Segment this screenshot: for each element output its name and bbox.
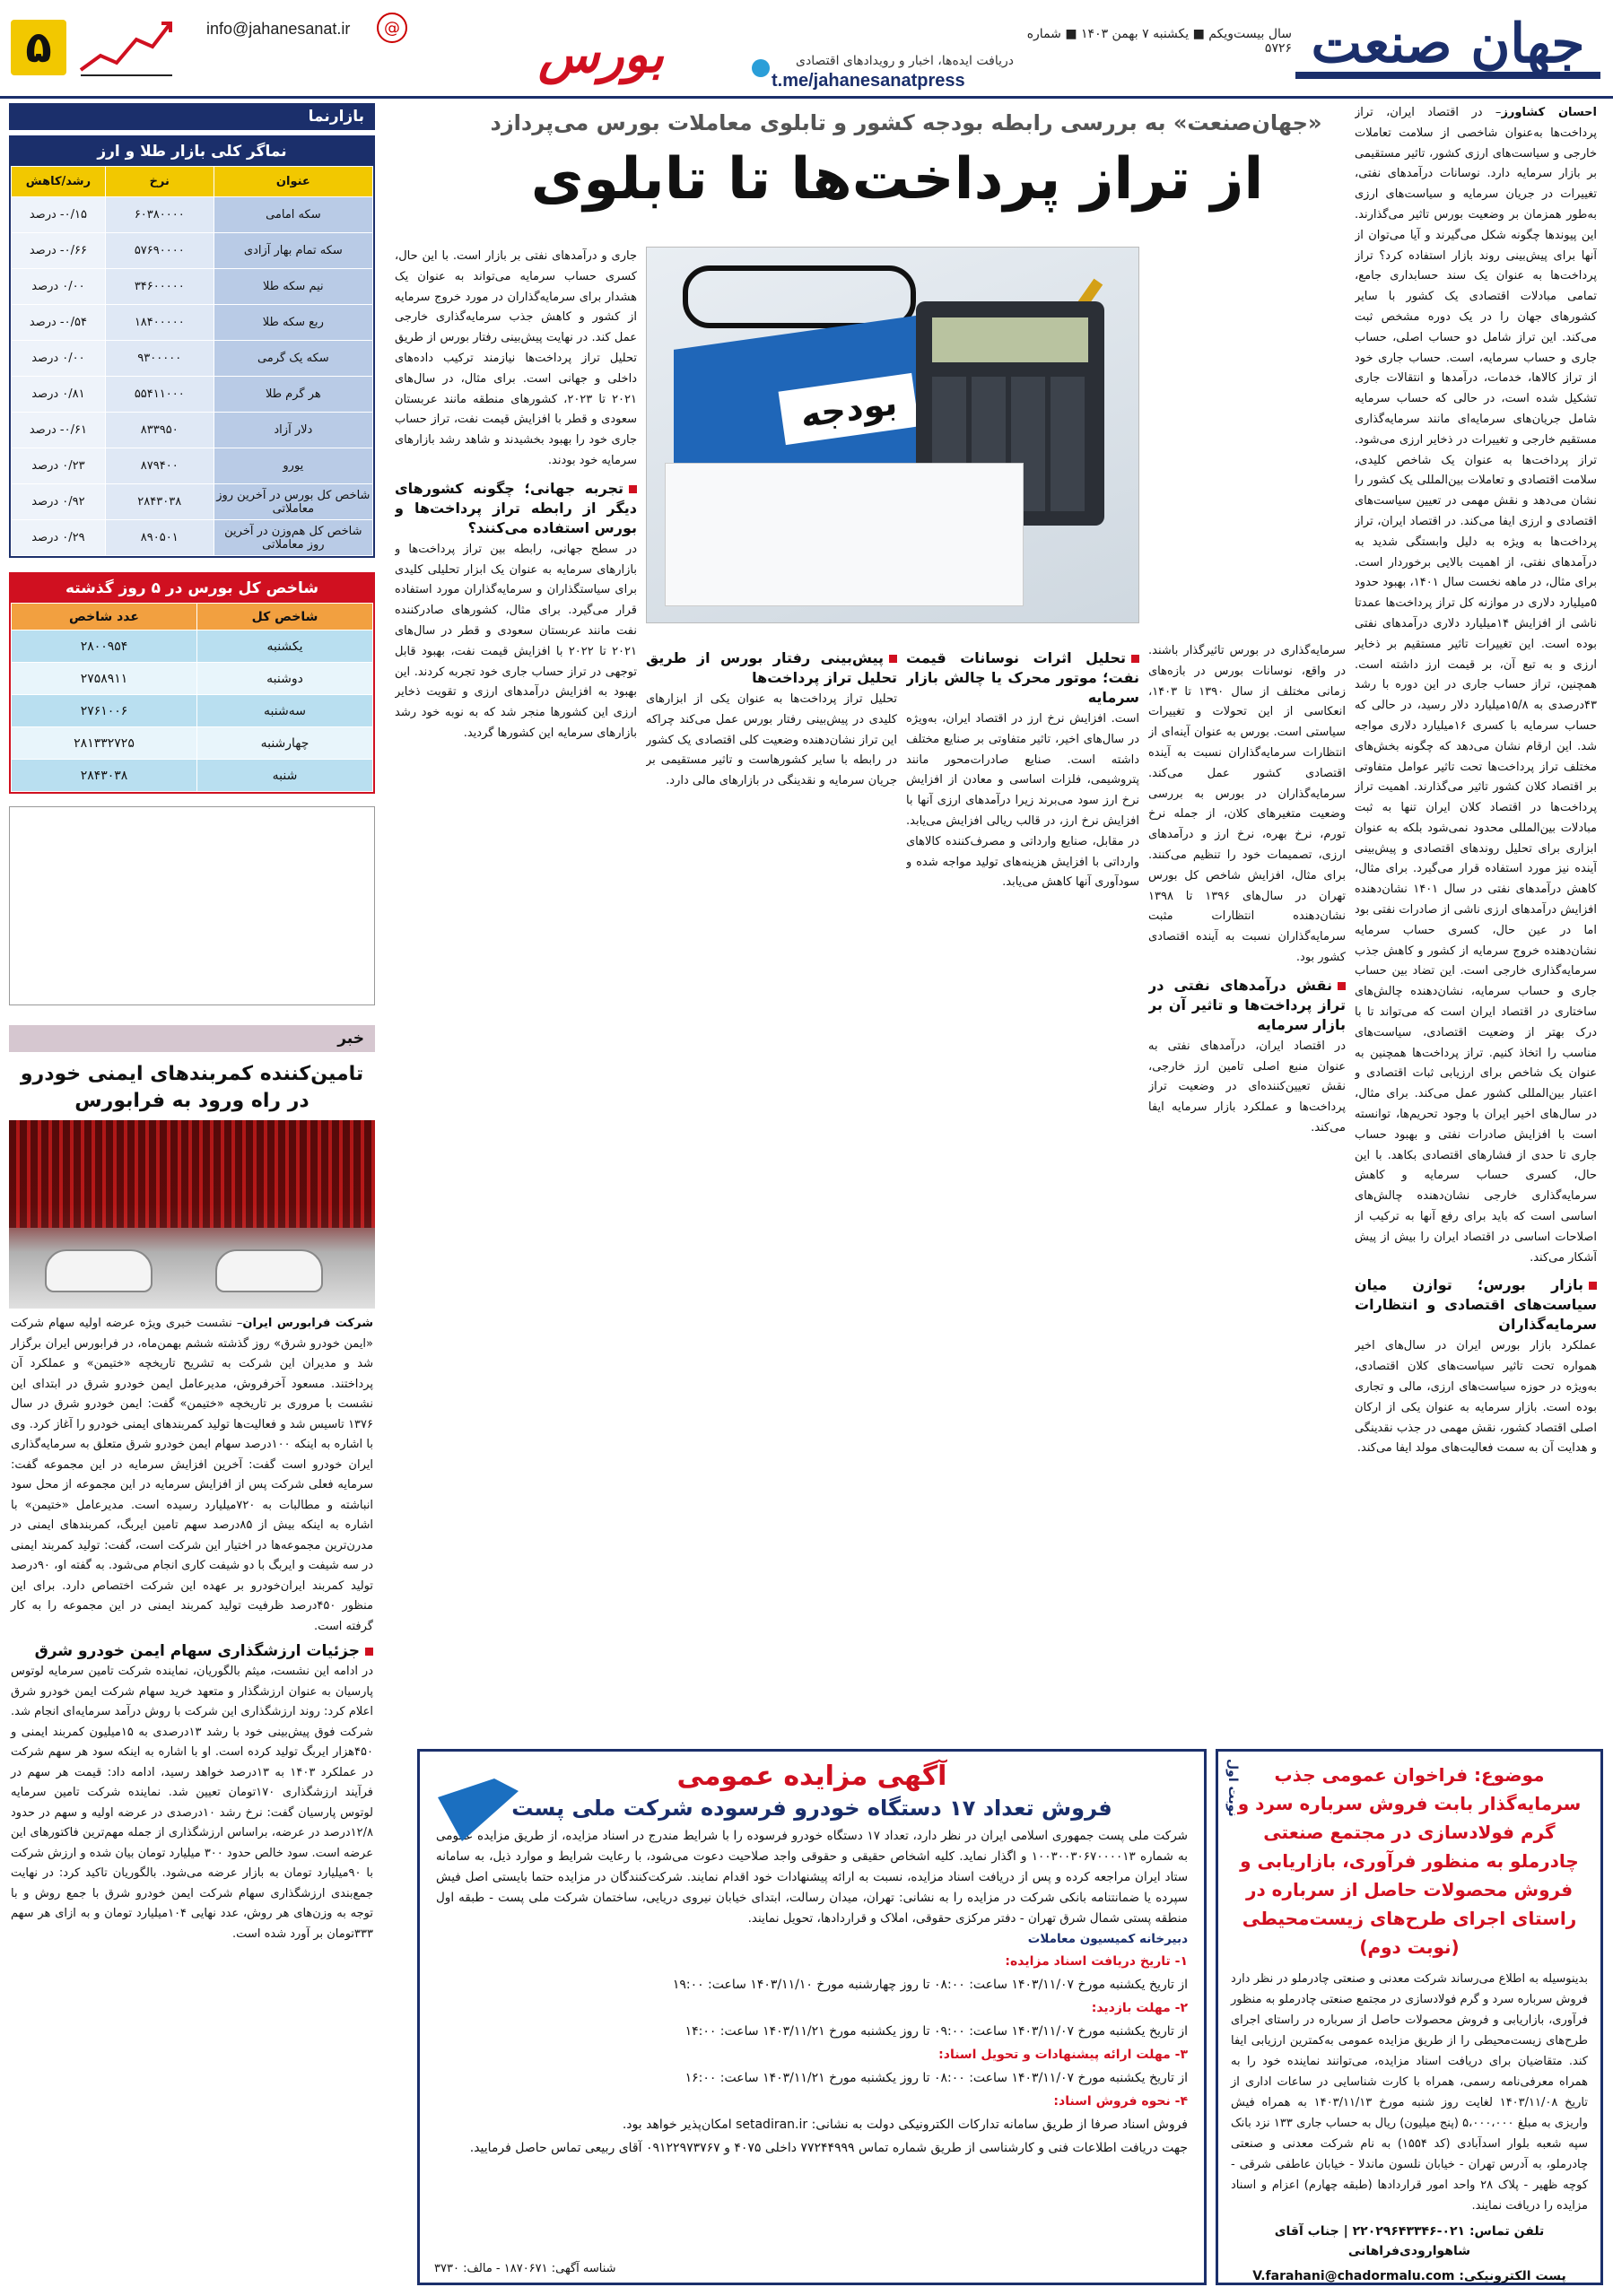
market-cell: ۸۹۰۵۰۱ <box>105 520 214 556</box>
issue-info: سال بیست‌ویکم ■ یکشنبه ۷ بهمن ۱۴۰۳ ■ شماره ۵۷۲۶ <box>1026 27 1292 56</box>
chart-paper-image <box>665 463 1024 606</box>
market-cell: ۰/۶۶- درصد <box>12 233 106 269</box>
market-row <box>12 233 373 269</box>
market-cell: ۰/۰۰ درصد <box>12 341 106 377</box>
market-row <box>12 341 373 377</box>
market-header-rate: نرخ <box>105 167 214 197</box>
column-3-text: است. افزایش نرخ ارز در اقتصاد ایران، به‌ویژه در سال‌های اخیر، تاثیر متفاوتی بر صنایع مختلف داشته است. صنایع صادرات‌محور مانند پتروشیمی، فلزات اساسی و معادن از افزایش نرخ ارز سود می‌برند زیرا درآمدهای ارزی آنها با افزایش نرخ ارز، در قالب ریالی افزایش می‌یابد. در مقابل، صنایع وارداتی و مصرف‌کننده کالاهای وارداتی با افزایش هزینه‌های تولید مواجه شده و سودآوری آنها کاهش می‌یابد. <box>906 712 1139 890</box>
telegram-link[interactable]: t.me/jahanesanatpress <box>772 71 965 91</box>
index-row <box>12 727 373 760</box>
news-section-title: خبر <box>9 1025 375 1052</box>
article-kicker: «جهان‌صنعت» به بررسی رابطه بودجه کشور و تابلوی معاملات بورس می‌پردازد <box>490 110 1322 135</box>
market-row <box>12 377 373 413</box>
tender-ad <box>1216 1749 1603 2285</box>
market-cell: ۰/۹۲ درصد <box>12 484 106 520</box>
auction-schedule <box>436 1950 1188 2160</box>
tender-label: نوبت اول <box>1225 1759 1240 1817</box>
news-photo <box>9 1120 375 1309</box>
email-icon: @ <box>377 13 407 43</box>
index-cell: دوشنبه <box>197 663 373 695</box>
market-cell: سکه یک گرمی <box>214 341 372 377</box>
newspaper-logo: جهان صنعت <box>1295 9 1600 79</box>
telegram-text: دریافت ایده‌ها، اخبار و رویدادهای اقتصادی <box>796 54 1014 68</box>
market-cell: ۹۳۰۰۰۰۰ <box>105 341 214 377</box>
index-title: شاخص کل بورس در ۵ روز گذشته <box>11 574 373 603</box>
market-cell: ۸۷۹۴۰۰ <box>105 448 214 484</box>
market-row <box>12 448 373 484</box>
budget-label: بودجه <box>779 373 920 445</box>
market-cell: ۲۸۴۳۰۳۸ <box>105 484 214 520</box>
news-title: تامین‌کننده کمربندهای ایمنی خودرو در راه ورود به فرابورس <box>20 1063 364 1112</box>
growth-chart-icon <box>77 16 176 79</box>
market-cell: ۰/۰۰ درصد <box>12 269 106 305</box>
index-cell: ۲۷۶۱۰۰۶ <box>12 695 197 727</box>
schedule-2-title: ۲- مهلت بازدید: <box>1091 2001 1188 2015</box>
market-row <box>12 413 373 448</box>
column-3b-text: تحلیل تراز پرداخت‌ها به عنوان یکی از ابزارهای کلیدی در پیش‌بینی رفتار بورس عمل می‌کند چراکه این تراز نشان‌دهنده وضعیت کلی اقتصادی یک کشور در رابطه با سایر کشورهاست و تاثیر مستقیمی بر جریان سرمایه و نقدینگی در بازارهای مالی دارد. <box>646 692 897 788</box>
index-cell: یکشنبه <box>197 631 373 663</box>
article-headline: از تراز پرداخت‌ها تا تابلوی <box>530 146 1264 213</box>
news-body <box>9 1309 375 1950</box>
index-box <box>9 572 375 794</box>
tender-body: بدینوسیله به اطلاع می‌رساند شرکت معدنی و صنعتی چادرملو در نظر دارد فروش سرباره سرد و گرم فولادسازی در مجتمع صنعتی چادرملو به منظور فرآوری، بازاریابی و فروش محصولات حاصل از سرباره در راستای اجرای طرح‌های زیست‌محیطی را از طریق مزایده عمومی به‌کمترین ارزیابی ایفا کند. متقاضیان برای دریافت اسناد مزایده، می‌توانند نماینده خود را به همراه معرفی‌نامه رسمی، همراه با کارت شناسایی در ساعات اداری از تاریخ ۱۴۰۳/۱۱/۰۸ لغایت روز شنبه مورخ ۱۴۰۳/۱۱/۱۳ به همراه فیش واریزی به مبلغ ۵،۰۰۰،۰۰۰ (پنج میلیون) ریال به حساب جاری ۱۳۳ نزد بانک سپه شعبه بلوار اسدآبادی (کد ۱۵۵۴) به نام شرکت معدنی و صنعتی چادرملو، به آدرس تهران - خیابان نلسون ماندلا - خیابان عاطفی شرقی - کوچه ظهیر - پلاک ۲۸ واحد امور قراردادها (طبقه چهارم) اعزام و اسناد مزایده را دریافت نمایند. <box>1231 1972 1589 2213</box>
bullet-icon <box>1338 982 1346 990</box>
market-cell: ۰/۸۱ درصد <box>12 377 106 413</box>
market-cell: دلار آزاد <box>214 413 372 448</box>
column-2b-text: در اقتصاد ایران، درآمدهای نفتی به عنوان منبع اصلی تامین ارز خارجی، نقش تعیین‌کننده‌ای در وضعیت تراز پرداخت‌ها و عملکرد بازار سرمایه ایفا می‌کند. <box>1148 1039 1346 1135</box>
index-header-value: عدد شاخص <box>12 604 197 631</box>
schedule-4-title: ۴- نحوه فروش اسناد: <box>1053 2094 1188 2109</box>
column-4b-text: در سطح جهانی، رابطه بین تراز پرداخت‌ها و بازارهای سرمایه به عنوان یک ابزار تحلیلی کلیدی برای سیاستگذاران و سرمایه‌گذاران مورد استفاده قرار می‌گیرد. برای مثال، کشورهای صادرکننده نفت مانند عربستان سعودی و قطر در سال‌های ۲۰۲۱ تا ۲۰۲۲ با افزایش قیمت نفت، بهبود قابل توجهی در تراز حساب جاری خود تجربه کردند. این بهبود به افزایش درآمدهای ارزی و تقویت ذخایر ارزی این کشورها منجر شد که به نوبه خود رشد بازارهای سرمایه این کشورها گردید. <box>395 542 637 740</box>
market-cell: ۰/۲۳ درصد <box>12 448 106 484</box>
schedule-1-title: ۱- تاریخ دریافت اسناد مزایده: <box>1005 1954 1188 1969</box>
auction-ad-subtitle: فروش تعداد ۱۷ دستگاه خودرو فرسوده شرکت ملی پست <box>511 1796 1112 1821</box>
market-cell: شاخص کل هم‌وزن در آخرین روز معاملاتی <box>214 520 372 556</box>
tender-email[interactable]: پست الکترونیکی: V.farahani@chadormalu.com <box>1252 2269 1566 2283</box>
section-title: بورس <box>538 25 664 84</box>
tender-contact: تلفن تماس: ۰۲۱-۲۲۰۲۹۶۴۳۳۴۶ | جناب آقای شاهوارودی‌فراهانی <box>1274 2224 1545 2258</box>
bullet-icon <box>1131 655 1139 663</box>
auction-contact: جهت دریافت اطلاعات فنی و کارشناسی از طریق شماره تماس ۷۷۲۴۴۹۹۹ داخلی ۴۰۷۵ و ۰۹۱۲۲۹۷۳۷۶۷ آقای ربیعی تماس حاصل فرمایید. <box>469 2141 1188 2155</box>
article-column-3 <box>906 641 1139 1735</box>
market-cell: ربع سکه طلا <box>214 305 372 341</box>
subheading-3: تحلیل اثرات نوسانات قیمت نفت؛ موتور محرک یا چالش بازار سرمایه <box>906 649 1139 706</box>
schedule-1: از تاریخ یکشنبه مورخ ۱۴۰۳/۱۱/۰۷ ساعت: ۰۸:۰۰ تا روز چهارشنبه مورخ ۱۴۰۳/۱۱/۱۰ ساعت: ۱۹:۰۰ <box>672 1978 1188 1992</box>
market-cell: ۶۰۳۸۰۰۰۰ <box>105 197 214 233</box>
tender-title: موضوع: فراخوان عمومی جذب سرمایه‌گذار بابت فروش سرباره سرد و گرم فولادسازی در مجتمع صنعتی چادرملو به منظور فرآوری، بازاریابی و فروش محصولات حاصل از سرباره در راستای اجرای طرح‌های زیست‌محیطی (نوبت دوم) <box>1237 1764 1582 1958</box>
news-body-2: در ادامه این نشست، میثم بالگوریان، نماینده شرکت تامین سرمایه لوتوس پارسیان به عنوان ارزشگذار و متعهد خرید سهام شرکت ایمن خودرو شرق اعلام کرد: روند ارزشگذاری این شرکت با روش درآمد سرمایه‌ای انجام شد. شرکت فوق پیش‌بینی خود با رشد ۱۳درصدی به ۱۵میلیون کمربند ایمنی و ۴۵۰هزار ایربگ تولید کرده است. او با اشاره به اینکه سود هر سهم شرکت در عملکرد ۱۴۰۳ به ۱۳درصد خواهد رسید، ادامه داد: قیمت هر سهم در فرآیند ارزشگذاری ۱۷۰تومان تعیین شد. نماینده شرکت تامین سرمایه لوتوس پارسیان گفت: نرخ رشد ۱۰درصدی در عرضه اولیه و سهم در حدود ۱۲/۸درصد در عرضه، براساس ارزشگذاری از جمله مهم‌ترین فاکتورهای این عرضه است. سود خالص حدود ۳۰۰ میلیارد تومان بیان شده و ارزش شرکت با ۹۰میلیارد تومان به بازار عرضه می‌شود. بالگوریان تاکید کرد: در نهایت جمع‌بندی ارزشگذاری سهام شرکت ایمن خودرو شرق با جمع روش و با توجه به وزن‌های هر روش، عدد نهایی ۱۰۴میلیارد تومان و به ازای هر سهم ۳۳۳تومان بر آورد شده است. <box>11 1665 374 1941</box>
news-lead-title: شرکت فرابورس ایران <box>242 1317 373 1330</box>
schedule-3: از تاریخ یکشنبه مورخ ۱۴۰۳/۱۱/۰۷ ساعت: ۰۸:۰۰ تا روز یکشنبه مورخ ۱۴۰۳/۱۱/۲۱ ساعت: ۱۶:۰۰ <box>684 2071 1188 2085</box>
market-cell: ۰/۱۵- درصد <box>12 197 106 233</box>
market-cell: سکه امامی <box>214 197 372 233</box>
car-image <box>215 1249 323 1292</box>
index-table <box>11 603 373 792</box>
market-cell: نیم سکه طلا <box>214 269 372 305</box>
market-table <box>11 166 373 556</box>
index-cell: سه‌شنبه <box>197 695 373 727</box>
index-row <box>12 663 373 695</box>
sidebar <box>9 103 375 2287</box>
schedule-2: از تاریخ یکشنبه مورخ ۱۴۰۳/۱۱/۰۷ ساعت: ۰۹:۰۰ تا روز یکشنبه مورخ ۱۴۰۳/۱۱/۲۱ ساعت: ۱۴:۰۰ <box>684 2024 1188 2039</box>
subheading-1: بازار بورس؛ توازن میان سیاست‌های اقتصادی و انتظارات سرمایه‌گذاران <box>1355 1276 1597 1334</box>
market-header-change: رشد/کاهش <box>12 167 106 197</box>
auction-ad <box>417 1749 1207 2285</box>
auction-ad-intro: شرکت ملی پست جمهوری اسلامی ایران در نظر دارد، تعداد ۱۷ دستگاه خودرو فرسوده را با شرایط مندرج در اسناد مزایده، از طریق مزایده عمومی به شماره ۱۰۰۳۰۰۳۰۶۷۰۰۰۰۱۳ و اگذار نماید. کلیه اشخاص حقیقی و حقوقی واجد صلاحیت دعوت می‌شود، با رعایت شرایط و موارد ذیل، به سامانه ستاد ایران مراجعه کرده و پس از دریافت اسناد مزایده، نسبت به ارائه پیشنهادات خود اقدام نمایند. شرکت‌کنندگان در مزایده حتما بایستی اصل فیش سپرده یا ضمانتنامه بانکی شرکت در مزایده را به نشانی: تهران، میدان رسالت، ابتدای خیابان نیروی دریایی، ساختمان شرکت ملی پست - طبقه اول منطقه پستی شمال شرق تهران - دفتر مرکزی حقوقی، املاک و قراردادها، تحویل نمایند. <box>436 1829 1188 1926</box>
bullet-icon <box>889 655 897 663</box>
article-column-2 <box>1148 641 1346 1735</box>
index-cell: شنبه <box>197 760 373 792</box>
market-cell: ۳۴۶۰۰۰۰۰ <box>105 269 214 305</box>
bullet-icon <box>629 485 637 493</box>
column-2-text: سرمایه‌گذاری در بورس تاثیرگذار باشند. در واقع، نوسانات بورس در بازه‌های زمانی مختلف از سال ۱۳۹۰ تا ۱۴۰۳، انعکاسی از این تحولات و تغییرات سیاستی است. بورس به عنوان آینه‌ای از انتظارات سرمایه‌گذاران نسبت به آینده اقتصادی کشور عمل می‌کند. سرمایه‌گذاران در بورس به بررسی وضعیت متغیرهای کلان، از جمله نرخ تورم، نرخ بهره، نرخ ارز و درآمدهای ارزی، تصمیمات خود را تنظیم می‌کنند. برای مثال، افزایش شاخص کل بورس تهران در سال‌های ۱۳۹۶ تا ۱۳۹۸ نشان‌دهنده انتظارات مثبت سرمایه‌گذاران نسبت به آینده اقتصادی کشور بود. <box>1148 644 1346 964</box>
index-cell: ۲۸۴۳۰۳۸ <box>12 760 197 792</box>
auction-committee: دبیرخانه کمیسیون معاملات <box>1027 1932 1188 1946</box>
market-cell: ۰/۶۱- درصد <box>12 413 106 448</box>
market-cell: هر گرم طلا <box>214 377 372 413</box>
subheading-4: پیش‌بینی رفتار بورس از طریق تحلیل تراز پرداخت‌ها <box>646 649 897 686</box>
sidebar-section-title: بازارنما <box>9 103 375 130</box>
index-row <box>12 631 373 663</box>
news-subheading: جزئیات ارزشگذاری سهام ایمن خودرو شرق <box>11 1642 373 1660</box>
market-row <box>12 520 373 556</box>
masthead <box>0 0 1613 99</box>
glasses-image <box>683 265 916 328</box>
market-row <box>12 305 373 341</box>
bullet-icon <box>365 1648 373 1656</box>
market-row <box>12 269 373 305</box>
author-name: احسان کشاورز <box>1501 106 1597 119</box>
market-cell: ۱۸۴۰۰۰۰۰ <box>105 305 214 341</box>
market-cell: ۵۵۴۱۱۰۰۰ <box>105 377 214 413</box>
index-cell: ۲۸۰۰۹۵۴ <box>12 631 197 663</box>
market-header-title: عنوان <box>214 167 372 197</box>
article-column-4 <box>395 247 637 1735</box>
market-title: نماگر کلی بازار طلا و ارز <box>11 137 373 166</box>
subheading-2: نقش درآمدهای نفتی در تراز پرداخت‌ها و تاثیر آن بر بازار سرمایه <box>1148 976 1346 1033</box>
news-body-1: – نشست خبری ویژه عرضه اولیه سهام شرکت «ایمن خودرو شرق» روز گذشته ششم بهمن‌ماه، در فرابورس ایران برگزار شد و مدیران این شرکت به تشریح تاریخچه «ختیمن» و عملکرد آن پرداختند. مسعود آخرفروش، مدیرعامل ایمن خودرو شرق در ابتدای این نشست با مروری بر تاریخچه «ختیمن» گفت: ایمن خودرو شرق در سال ۱۳۷۶ تاسیس شد و فعالیت‌ها تولید کمربندهای ایمنی خودرو را آغاز کرد. وی با اشاره به اینکه ۱۰۰درصد سهام ایمن خودرو شرق متعلق به سرمایه‌گذاری ایران خودرو است گفت: آخرین افزایش سرمایه در این مجموعه گفت: سرمایه فعلی شرکت پس از افزایش سرمایه در این مجموعه از محل سود انباشته و مطالبات به ۷۲۰میلیارد رسیده است. مدیرعامل «ختیمن» با اشاره به اینکه بیش از ۸۵درصد سهم تامین ایربگ، کمربندهای ایمنی در مدرن‌ترین مجموعه‌ها در اختیار این شرکت است، گفت: تولید کمربند ایمنی در سه شیفت و ایربگ با دو شیفت کاری انجام می‌شود. به گفته او، ۹۰درصد تولید کمربند ایران‌خودرو بر عهده این شرکت اختصاص دارد. برای این منظور ۴۵۰درصد ظرفیت تولید کمربند ایمنی در این مجموعه را به کار گرفته است. <box>11 1317 373 1633</box>
index-cell: ۲۸۱۳۳۲۷۲۵ <box>12 727 197 760</box>
car-image <box>45 1249 153 1292</box>
bullet-icon <box>1589 1282 1597 1290</box>
subheading-5: تجربه جهانی؛ چگونه کشورهای دیگر از رابطه تراز پرداخت‌ها و بورس استفاده می‌کنند؟ <box>395 479 637 536</box>
article-column-1 <box>1355 103 1597 1735</box>
auction-footer: شناسه آگهی: ۱۸۷۰۶۷۱ - مالف: ۳۷۳۰ <box>434 2262 616 2275</box>
telegram-box <box>772 54 1014 91</box>
column-1-text: – در اقتصاد ایران، تراز پرداخت‌ها به‌عنوان شاخصی از سلامت تعاملات خارجی و سیاست‌های ارزی کشور، تاثیر مستقیمی بر بازار سرمایه دارد. نوسانات درآمدهای نفتی، تغییرات در جریان سرمایه و سیاست‌های ارزی به‌طور همزمان بر وضعیت بورس تاثیر می‌گذارند. این پیوندها چگونه شکل می‌گیرند و آیا می‌توان از آنها برای پیش‌بینی روند بازار استفاده کرد؟ تراز پرداخت‌ها به عنوان یک سند حسابداری جامع، تمامی مبادلات اقتصادی یک کشور با سایر کشورهای جهان را در یک دوره مشخص ثبت می‌کند. این تراز شامل دو حساب اصلی، حساب جاری و حساب سرمایه، است. حساب جاری خود از تراز کالاها، خدمات، درآمدها و انتقالات جاری تشکیل شده است، در حالی که حساب سرمایه شامل جریان‌های سرمایه‌ای مانند سرمایه‌گذاری مستقیم خارجی و تغییرات در ذخایر ارزی می‌شود. تراز پرداخت‌ها به عنوان یک شاخص کلیدی، سلامت اقتصادی و تعاملات بین‌المللی یک کشور را نشان می‌دهد و نقش مهمی در تعیین سیاست‌های اقتصادی و ارزی ایفا می‌کند. در اقتصاد ایران، تراز پرداخت‌ها به ویژه به دلیل وابستگی شدید به درآمدهای نفتی، از اهمیت بالایی برخوردار است. برای مثال، در ماهه نخست سال ۱۴۰۱، بهبود حدود ۵میلیارد دلاری در موازنه کل تراز پرداخت‌ها عمدتا ناشی از افزایش ۱۴میلیارد دلاری درآمدهای نفتی بوده است. این تغییرات تاثیر مستقیم بر ذخایر ارزی و به تبع آن، بر قیمت ارز داشته است. همچنین، تراز حساب جاری در این دوره با رشد ۴۳درصدی به ۱۵/۸میلیارد دلار رسید، در حالی که حساب سرمایه با کسری ۱۶میلیارد دلاری مواجه شد. این ارقام نشان می‌دهد که چگونه بخش‌های مختلف تراز پرداخت‌ها تحت تاثیر عوامل متفاوتی بر اقتصاد کلان کشور تاثیر می‌گذارند. اهمیت تراز پرداخت‌ها در اقتصاد کلان ایران تنها به ثبت مبادلات بین‌المللی محدود نمی‌شود بلکه به عنوان ابزاری برای تحلیل روندهای اقتصادی و پیش‌بینی آینده نیز مورد استفاده قرار می‌گیرد. برای مثال، کاهش درآمدهای نفتی در سال ۱۴۰۱ نشان‌دهنده افزایش درآمدهای ارزی ناشی از صادرات نفتی بود اما در عین حال، کسری حساب سرمایه نشان‌دهنده خروج سرمایه از کشور و کاهش جذب سرمایه‌گذاری خارجی است. این تضاد بین حساب جاری و حساب سرمایه، نشان‌دهنده چالش‌های ساختاری در اقتصاد ایران است که می‌تواند تا با درک بهتر از وضعیت اقتصادی، سیاست‌های مناسب را اتخاذ کنیم. تراز پرداخت‌ها همچنین به عنوان یک شاخص برای ارزیابی ثبات اقتصادی و اعتبار بین‌المللی کشور عمل می‌کند. برای مثال، در سال‌های اخیر ایران با وجود تحریم‌ها، توانسته است با افزایش صادرات نفتی و بهبود حساب جاری تا حدی از فشارهای اقتصادی بکاهد. با این حال، کسری حساب سرمایه و کاهش سرمایه‌گذاری خارجی نشان‌دهنده چالش‌های اساسی است که باید برای رفع آنها به ترکیب از اصلاحات اساسی در اقتصاد ایران را بیش از پیش آشکار می‌کند. <box>1355 106 1597 1265</box>
stock-board-image <box>9 1120 375 1228</box>
index-cell: چهارشنبه <box>197 727 373 760</box>
index-header-day: شاخص کل <box>197 604 373 631</box>
page-number: ۵ <box>11 20 66 75</box>
schedule-3-title: ۳- مهلت ارائه پیشنهادات و تحویل اسناد: <box>938 2048 1188 2062</box>
index-cell: ۲۷۵۸۹۱۱ <box>12 663 197 695</box>
article-column-3b <box>646 641 897 1735</box>
market-cell: ۰/۲۹ درصد <box>12 520 106 556</box>
index-row <box>12 695 373 727</box>
market-cell: شاخص کل بورس در آخرین روز معاملاتی <box>214 484 372 520</box>
column-1b-text: عملکرد بازار بورس ایران در سال‌های اخیر همواره تحت تاثیر سیاست‌های کلان اقتصادی، به‌ویژه در حوزه سیاست‌های ارزی، مالی و تجاری بوده است. بازار سرمایه به عنوان یکی از ارکان اصلی اقتصاد کشور، نقش مهمی در جذب نقدینگی و هدایت آن به سمت فعالیت‌های مولد ایفا می‌کند. <box>1355 1339 1597 1456</box>
market-cell: ۰/۵۴- درصد <box>12 305 106 341</box>
market-box <box>9 135 375 558</box>
market-row <box>12 197 373 233</box>
main-article <box>386 103 1604 1735</box>
contact-email[interactable]: info@jahanesanat.ir <box>206 20 351 38</box>
index-line-chart <box>9 806 375 1005</box>
index-chart-svg <box>10 807 374 1004</box>
market-cell: ۵۷۶۹۰۰۰۰ <box>105 233 214 269</box>
column-4-text: جاری و درآمدهای نفتی بر بازار است. با این حال، کسری حساب سرمایه می‌تواند به عنوان یک هشدار برای سرمایه‌گذاران در مورد خروج سرمایه از کشور و کاهش جذب سرمایه‌گذاری خارجی عمل کند. در نهایت پیش‌بینی رفتار بورس از طریق تحلیل تراز پرداخت‌ها نیازمند ترکیب داده‌های داخلی و جهانی است. برای مثال، در سال‌های ۲۰۲۱ تا ۲۰۲۳، کشورهای منطقه مانند عربستان سعودی و قطر با افزایش قیمت نفت، تراز حساب جاری خود را بهبود بخشیدند و شاهد رشد بازارهای سرمایه خود بودند. <box>395 249 637 467</box>
market-cell: سکه تمام بهار آزادی <box>214 233 372 269</box>
index-row <box>12 760 373 792</box>
telegram-icon <box>752 59 770 77</box>
schedule-4: فروش اسناد صرفا از طریق سامانه تدارکات الکترونیکی دولت به نشانی: setadiran.ir امکان‌پذیر خواهد بود. <box>622 2118 1188 2132</box>
market-cell: یورو <box>214 448 372 484</box>
budget-photo <box>646 247 1139 623</box>
market-cell: ۸۳۳۹۵۰ <box>105 413 214 448</box>
auction-ad-title: آگهی مزایده عمومی <box>676 1761 947 1792</box>
market-row <box>12 484 373 520</box>
